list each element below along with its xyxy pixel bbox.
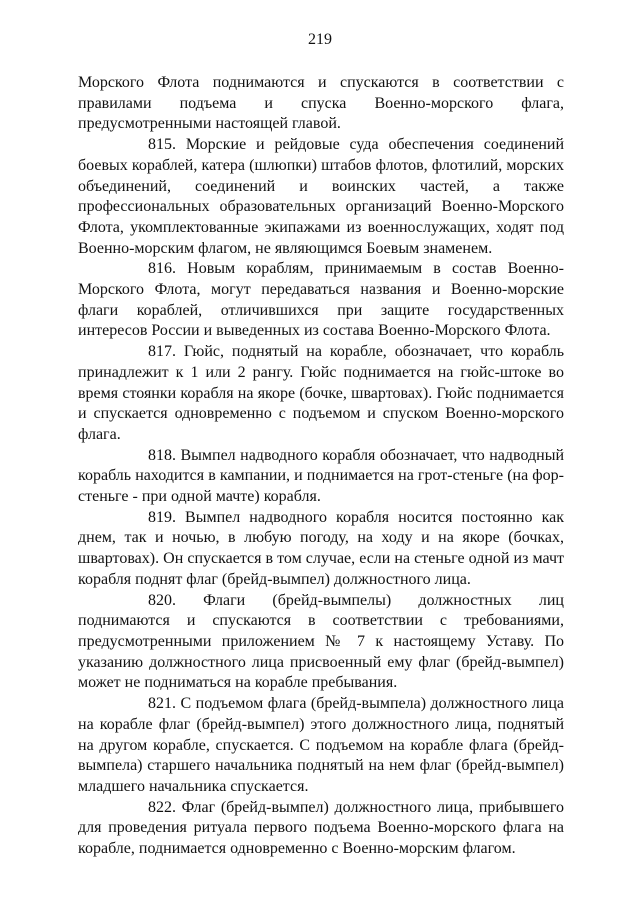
document-body <box>78 73 564 860</box>
paragraph-817: 817. Гюйс, поднятый на корабле, обозначает, что корабль принадлежит к 1 или 2 рангу. Гюйс поднимается на гюйс-штоке во время стоянки корабля на якоре (бочке, швартовах). Гюйс поднимается и спускается одновременно с подъемом и спуском Военно-морского флага. <box>78 343 564 443</box>
paragraph-821: 821. С подъемом флага (брейд-вымпела) должностного лица на корабле флаг (брейд-вымпел) этого должностного лица, поднятый на другом корабле, спускается. С подъемом на корабле флага (брейд-вымпела) старшего начальника поднятый на нем флаг (брейд-вымпел) младшего начальника спускается. <box>78 695 564 795</box>
paragraph-818: 818. Вымпел надводного корабля обозначает, что надводный корабль находится в кампании, и поднимается на грот-стеньге (на фор-стеньге - при одной мачте) корабля. <box>78 446 564 506</box>
paragraph-820: 820. Флаги (брейд-вымпелы) должностных лиц поднимаются и спускаются в соответствии с требованиями, предусмотренными приложением № 7 к настоящему Уставу. По указанию должностного лица присвоенный ему флаг (брейд-вымпел) может не подниматься на корабле пребывания. <box>78 591 564 692</box>
paragraph-822: 822. Флаг (брейд-вымпел) должностного лица, прибывшего для проведения ритуала первого подъема Военно-морского флага на корабле, поднимается одновременно с Военно-морским флагом. <box>78 798 564 858</box>
page-number: 219 <box>308 31 332 48</box>
paragraph-816: 816. Новым кораблям, принимаемым в состав Военно-Морского Флота, могут передаваться названия и Военно-морские флаги кораблей, отличившихся при защите государственных интересов России и выведенных из состава Военно-Морского Флота. <box>78 260 564 340</box>
paragraph-continuation: Морского Флота поднимаются и спускаются в соответствии с правилами подъема и спуска Военно-морского флага, предусмотренными настоящей главой. <box>78 74 564 133</box>
paragraph-819: 819. Вымпел надводного корабля носится постоянно как днем, так и ночью, в любую погоду, на ходу и на якоре (бочках, швартовах). Он спускается в том случае, если на стеньге одной из мачт корабля поднят флаг (брейд-вымпел) должностного лица. <box>78 508 564 588</box>
paragraph-815: 815. Морские и рейдовые суда обеспечения соединений боевых кораблей, катера (шлюпки) штабов флотов, флотилий, морских объединений, соединений и воинских частей, а также профессиональных образовательных организаций Военно-Морского Флота, укомплектованные экипажами из военнослужащих, ходят под Военно-морским флагом, не являющимся Боевым знаменем. <box>78 136 564 257</box>
